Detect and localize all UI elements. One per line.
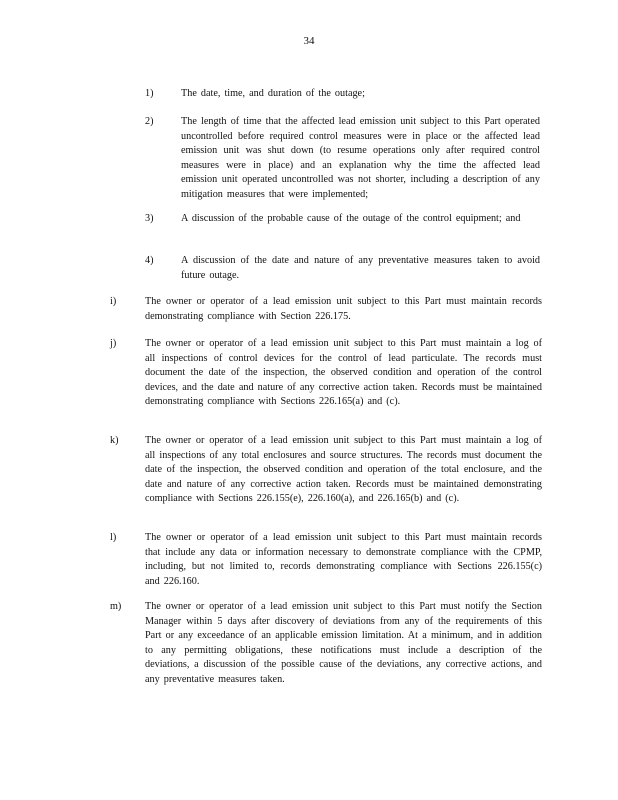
item-label: m) [110,601,122,612]
sub-item-label: 3) [145,213,154,224]
item-text: The owner or operator of a lead emission unit subject to this Part must maintain a log of all inspections of any total enclosures and source structures. The records must document the date of the inspection, the observed condition and operation of the total enclosure, and the date and nature of any corrective action taken. Records must be maintained demonstrating compliance with Sections 226.155(e), 226.160(a), and 226.165(b) and (c). [145,435,542,504]
page-number: 34 [303,35,315,47]
sub-item-label: 2) [145,116,154,127]
item-label: l) [110,532,117,543]
item-label: k) [110,435,119,446]
sub-item-label: 1) [145,88,154,99]
sub-item-label: 4) [145,255,154,266]
sub-item-text: The date, time, and duration of the outage; [181,88,365,99]
item-label: j) [110,338,117,349]
item-text: The owner or operator of a lead emission unit subject to this Part must maintain records that include any data or information necessary to demonstrate compliance with the CPMP, including, but not limited to, records demonstrating compliance with Sections 226.155(c) and 226.160. [145,532,542,587]
item-text: The owner or operator of a lead emission unit subject to this Part must maintain records demonstrating compliance with Section 226.175. [145,296,542,322]
item-text: The owner or operator of a lead emission unit subject to this Part must maintain a log of all inspections of control devices for the control of lead particulate. The records must document the date of the inspection, the observed condition and operation of the control devices, and the date and nature of any corrective action taken. Records must be maintained demonstrating compliance with Sections 226.165(a) and (c). [145,338,542,407]
item-label: i) [110,296,117,307]
sub-item-text: A discussion of the probable cause of the outage of the control equipment; and [181,213,521,224]
sub-item-text: The length of time that the affected lead emission unit subject to this Part operated uncontrolled before required control measures were in place or the affected lead emission unit was shut down (to resume operations only after required control measures were in place) and an explanation why the time the affected lead emission unit operated uncontrolled was not shorter, including a description of any mitigation measures that were implemented; [181,116,540,200]
sub-item-text: A discussion of the date and nature of any preventative measures taken to avoid future outage. [181,255,540,281]
item-text: The owner or operator of a lead emission unit subject to this Part must notify the Section Manager within 5 days after discovery of deviations from any of the requirements of this Part or any exceedance of an applicable emission limitation. At a minimum, and in addition to any permitting obligations, these notifications must include a description of the deviations, a discussion of the possible cause of the deviations, any corrective actions, and any preventative measures taken. [145,601,542,685]
